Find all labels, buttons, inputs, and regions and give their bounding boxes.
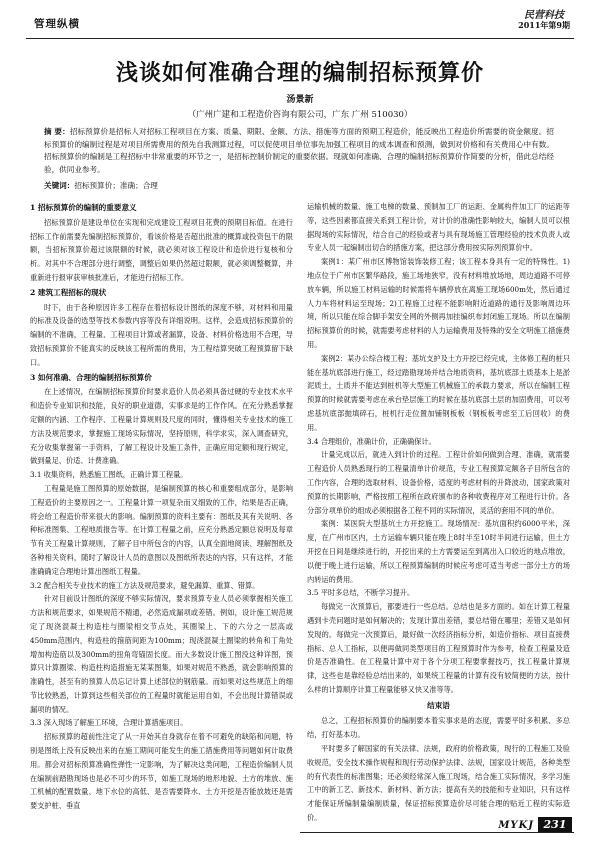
section-name: 管理纵横: [34, 18, 80, 30]
abstract: [44, 126, 554, 176]
section-heading: 2 建筑工程招标的现状: [30, 287, 107, 297]
keywords-text: 招标预算价；准确；合理: [74, 181, 158, 190]
page-header: [0, 0, 600, 40]
body-paragraph: 计量完成以后，就进入到计价的过程。工程计价如何做到合理、准确，就需要工程造价人员熟悉现行的工程量清单计价规范，专业工程预算定额各子目所包含的工作内容，合理的选取材料、设备价格，适度的考虑材料的升降波动，国家政策对预算的长期影响，严格按照工程所在政府颁布的各种收费程序对工程进行计价。各分部分项单价的组成必须根据各工程不同的实际情况，灵活的套用不同的单价。: [307, 450, 570, 515]
body-paragraph: 时下，由于各种原因许多工程存在着招标设计图纸的深度不够，对材料和用量的标准及设备的选型等技术参数内容等没有详细说明。这样，会造成招标预算价的编制的不准确，工程量、工程项目计算或者漏算，设备、材料价格选用不合理，导致招标预算价不能真实的反映该工程所需的费用，为工程结算突破工程预算留下缺口。: [30, 302, 293, 367]
body-paragraph: 案例2：某办公综合楼工程；基坑支护及土方开挖已经完成，主体修工程的桩只能在基坑底部进行施工，经过踏勘现场并结合地质资料，基坑底部土质基本上是淤泥质土，土质并不能达到桩机等大型施工机械施工的承载力要求，所以在编制工程预算的时候就需要考虑在承台垫层施工的时候在基坑底部土层的加固费用，可以考虑基坑底部抛填碎石，桩机行走位置加铺钢板板（钢板板考虑至工后回收）的费用。: [307, 353, 570, 432]
issue-label: 2011年第9期: [518, 20, 570, 30]
header-rule: [26, 38, 574, 39]
magazine-name: 民营科技: [524, 10, 564, 21]
body-paragraph: 总之，工程招标预算价的编制要本着实事求是的态度，需要平时多积累、多总结，打好基本功。: [307, 716, 570, 740]
body-paragraph: 工程量是施工图预算的原始数据，是编制预算的核心和重要组成部分，是影响工程造价的主要原因之一。工程量计算一项复杂而又细致的工作，结果是否正确，将会给工程造价带来很大的影响。编制预算的资料主要有：图纸及其有关说明、各种标准图集、工程地质报告等。在计算工程量之前，应充分熟悉定额总说明及每章节有关工程量计算规则，了解子目中所包含的内容，认真全面地阅读、理解图纸及各种相关资料，随时了解设计人员的意图以及图纸所表达的内容，只有这样，才能准确确定合理地计算出图纸工程量。: [30, 483, 293, 576]
keywords-label: 关键词：: [44, 181, 75, 190]
body-paragraph: 案例1：某广州市区博物馆装饰装修工程；该工程本身具有一定的特殊性。1)地点位于广州市区繁华路段，施工场地狭窄，没有材料堆放场地，周边道路不可停放车辆，所以施工材料运输的时候需将车辆停放在离施工现场600m处，然后通过人力车将材料运至现场；2)工程施工过程不能影响附近道路的通行及影响周边环境，所以只能在综合脚手架安全网的外侧再加挂编织布封闭施工现场。所以在编制招标预算价的时候，就需要考虑材料的人力运输费用及特殊的安全文明施工措施费用。: [307, 257, 570, 349]
abstract-text: 招标预算价是招标人对招标工程项目在方案、质量、期限、金额、方法、措施等方面的预期工程造价，能反映出工程造价所需要的资金额度。招标预算价的编制过程是对项目所需费用的预先自我测算过程，可以促使项目单位事先加强工程项目的成本调查和预测，做到对价格和有关费用心中有数。招标预算价的编制是工程招标中非常重要的环节之一，是招标控制价制定的重要依据。现就如何准确、合理的编制招标预算价作简要的分析，借此总结经验，供同业参考。: [44, 127, 554, 174]
keywords: [44, 180, 554, 191]
footer-logo: MYKJ: [498, 820, 534, 831]
subsection-heading: 3.4 合理组价，准确计价，正确确保计。: [307, 436, 436, 446]
body-paragraph: 招标预算的超前性注定了从一开始其自身就存在着不可避免的缺陷和问题，特别是图纸上没有反映出来的在施工期间可能发生的施工措施费用等问题如何计取费用。都会对招标预算准确性弹性一定影响，为了解决这类问题，工程造价编制人员在编制前踏勘现场也是必不可少的环节，如施工现场的地形地貌、土方的堆放、施工机械的配置数量、地下水位的高低、是否需要降水、土方开挖是否能放坡还是需要支护桩、垂直: [30, 732, 293, 811]
section-heading: 1 招标预算价的编制的重要意义: [30, 203, 137, 212]
body-column-right: [307, 200, 570, 823]
conclusion-heading: 结束语: [427, 700, 450, 710]
page-footer: [0, 808, 600, 850]
body-paragraph: 平时要多了解国家的有关法律、法规，政府的价格政策，现行的工程施工及验收规范，安全技术操作规程和现行劳动保护法律、法规，国家设计规范，各种类型的有代表性的标准图集；还必须经常深入施工现场，结合施工实际情况，多学习施工中的新工艺、新技术、新材料、新方法；提高有关的技能和专业知识，只有这样才能保证所编制量编制质量，保证招标预算造价尽可能合理的贴近工程的实际造价。: [307, 744, 570, 823]
author-affiliation: （广州广建和工程造价咨询有限公司，广东 广州 510030）: [187, 110, 413, 120]
body-paragraph: 案例：某医院大型基坑土方开挖施工。现场情况：基坑面积约6000平米，深度，在广州市区内，土方运输车辆只能在晚上8时半至10时半间进行运输，但土方开挖在日间是继续进行的，开挖出来的土方需要运至到离出入口较近的地点堆放，以便于晚上进行运输，所以工程预算编制的时候应考虑可适当考虑一部分土方的场内转运的费用。: [307, 519, 570, 584]
footer-rule: [300, 832, 574, 833]
subsection-heading: 3.5 平时多总结，不断学习提升。: [307, 588, 415, 598]
subsection-heading: 3.2 配合相关专业技术的施工方法及规范要求，避免漏算、重算、错算。: [30, 580, 260, 590]
body-paragraph: 在上述情况，在编制招标预算价时要求造价人员必须具备过硬的专业技术水平和造价专业知识和技能，良好的职业道德，实事求是的工作作风。在充分熟悉掌握定额的内涵、工作程序、工程量计算规则及尺度的同时，懂得相关专业技术的施工方法及规范要求，掌握施工现场实际情况，坚持原则，科学求实，深入调查研究，充分收集掌握第一手资料，了解工程设计及施工条件，正确应用定额和现行规定，做到量足、价适、计费准确。: [30, 387, 293, 466]
article-author: 汤景新: [286, 95, 314, 105]
abstract-label: 摘 要：: [44, 127, 70, 136]
body-paragraph: 招标预算价是建设单位在实现和完成建设工程项目花费的预期目标值。在进行招标工作前需要先编制招标预算价，看该价格是否超出批准的概算或投资包干的限额，当招标预算价超过该限额的时候，就必须对该工程设计和造价进行复核和分析。对其中不合理部分进行调整，调整后如果仍然超过限额，就必须调整概算，并重新进行报审获审核批准后，才能进行招标工作。: [30, 217, 293, 282]
page-number: 231: [538, 817, 572, 832]
subsection-heading: 3.1 收集资料，熟悉施工图纸，正确计算工程量。: [30, 470, 188, 480]
body-column-left: [30, 200, 293, 811]
body-paragraph: 每做完一次预算后，都要进行一些总结。总结也是多方面的。如在计算工程量遇到卡壳问题时是如何解决的；发现计算出差错，要总结错在哪里；差错又是如何发现的。每做完一次预算后，最好做一次经济指标分析，如造价指标、项目直接费指标、总人工指标，以便再做同类型项目的工程预算时作为参考，检查工程量及造价是否准确性。在工程量计算中对于各个分项工程要掌握技巧，找工程量计算规律，这些也是靠经验总结出来的，如果统工程量的计算有没有较简便的方法，按什么样的计算顺序计算工程量能够又快又准等等。: [307, 602, 570, 694]
body-paragraph: 运输机械的数量、施工电梯的数量、预制加工厂的运距、金属构件加工厂的运距等等，这些因素都直接关系到工程计价，对计价的准确性影响较大，编制人员可以根据现场的实际情况，结合自己的经验或者与具有现场施工管理经验的技术负责人或专业人员一起编制出切合的措施方案，把这部分费用按实际列预算价中。: [307, 202, 570, 253]
body-paragraph: 针对目前设计图纸的深度不够实际情况，要求预算专业人员必须掌握相关施工方法和规范要求，如果规范不精通，必然造成漏项或差错。例如，设计施工规范规定了现浇混凝土构造柱与圈梁相交节点处，其圈梁上、下的六分之一层高或450mm范围内，构造柱的箍筋间距为100mm；现浇混凝土圈梁的转角和丁角处增加构造筋以及300mm的扭角弯锚固长度。而大多数设计施工图没这种详图，预算只计算圈梁、构造柱构造措施无某某图集，如果对规范不熟悉，就会影响预算的准确性，甚至有的预算人员忘记计算上述部位的钢筋量。而如果对这些规范上的细节比较熟悉，计算到这些相关部位的工程量时就能运用自如，不会出现计算错误或漏项的情况。: [30, 594, 293, 714]
article-title: 浅谈如何准确合理的编制招标预算价: [115, 60, 484, 86]
subsection-heading: 3.3 深入现场了解施工环境，合理计算措施项目。: [30, 718, 188, 728]
section-heading: 3 如何准确、合理的编制招标预算价: [30, 372, 152, 382]
